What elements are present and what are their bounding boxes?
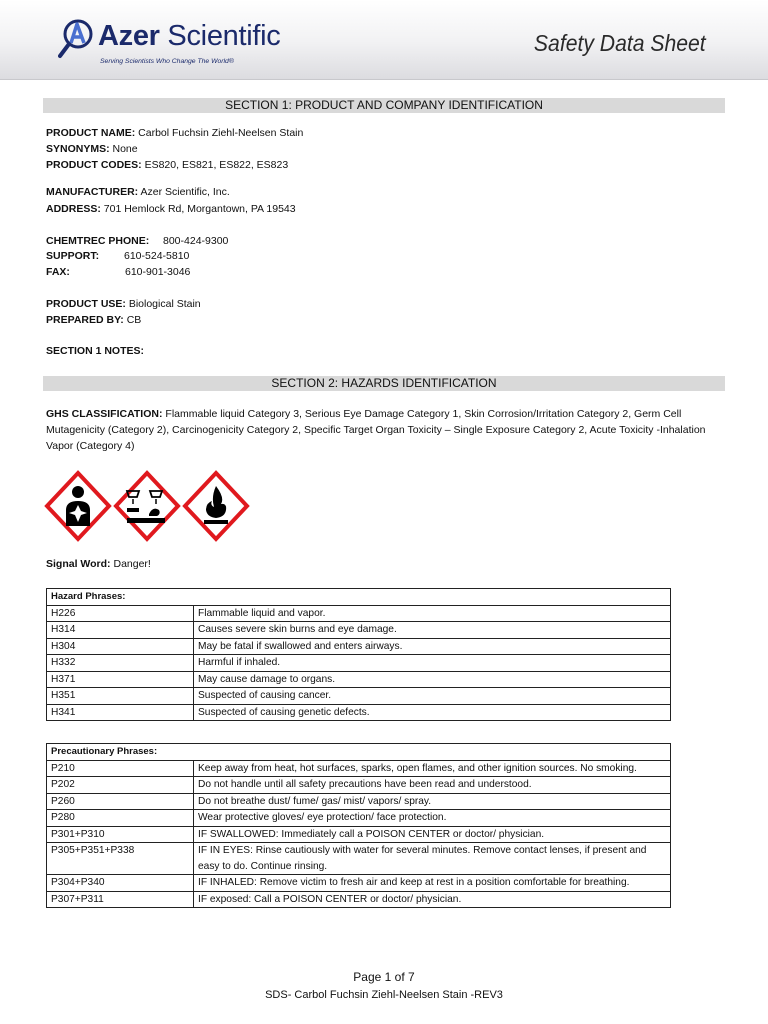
precautionary-phrases-table xyxy=(46,743,671,908)
ghs-classification: GHS CLASSIFICATION: Flammable liquid Category 3, Serious Eye Damage Category 1, Skin Corrosion/Irritation Category 2, Germ Cell Mutagenicity (Category 2), Carcinogenicity Category 2, Specific Target Organ Toxicity – Single Exposure Category 2, Acute Toxicity -Inhalation Vapor (Category 4) xyxy=(46,408,706,452)
prepared-by-field: PREPARED BY: CB xyxy=(46,314,142,326)
table-row xyxy=(47,777,671,794)
brand-name: Azer Scientific xyxy=(98,20,281,52)
table-row xyxy=(47,793,671,810)
phrase-text: IF INHALED: Remove victim to fresh air and keep at rest in a position comfortable for breathing. xyxy=(194,875,671,892)
table-row xyxy=(47,671,671,688)
phrase-text: Wear protective gloves/ eye protection/ face protection. xyxy=(194,810,671,827)
phrase-code: P260 xyxy=(47,793,194,810)
phrase-code: H332 xyxy=(47,655,194,672)
product-name-field: PRODUCT NAME: Carbol Fuchsin Ziehl-Neelsen Stain xyxy=(46,127,304,139)
phrase-text: IF SWALLOWED: Immediately call a POISON CENTER or doctor/ physician. xyxy=(194,826,671,843)
phrase-text: Suspected of causing genetic defects. xyxy=(194,704,671,721)
phrase-code: P304+P340 xyxy=(47,875,194,892)
phrase-code: P280 xyxy=(47,810,194,827)
phrase-code: P301+P310 xyxy=(47,826,194,843)
document-title: Safety Data Sheet xyxy=(534,30,706,56)
table-row xyxy=(47,826,671,843)
precautionary-phrases-header: Precautionary Phrases: xyxy=(47,744,671,761)
section-1-heading: SECTION 1: PRODUCT AND COMPANY IDENTIFICATION xyxy=(43,98,725,113)
table-row xyxy=(47,875,671,892)
table-row xyxy=(47,810,671,827)
table-row xyxy=(47,843,671,875)
page-header xyxy=(0,0,768,80)
hazard-phrases-header: Hazard Phrases: xyxy=(47,589,671,606)
phrase-text: Do not handle until all safety precautions have been read and understood. xyxy=(194,777,671,794)
signal-word: Signal Word: Danger! xyxy=(46,558,151,570)
phrase-text: May cause damage to organs. xyxy=(194,671,671,688)
phrase-code: H304 xyxy=(47,638,194,655)
hazard-phrases-table xyxy=(46,588,671,721)
phrase-code: P305+P351+P338 xyxy=(47,843,194,875)
phrase-text: Flammable liquid and vapor. xyxy=(194,605,671,622)
table-header-row xyxy=(47,589,671,606)
phrase-code: H314 xyxy=(47,622,194,639)
company-logo xyxy=(58,14,288,70)
corrosion-icon xyxy=(116,473,178,539)
section-1-notes: SECTION 1 NOTES: xyxy=(46,345,145,357)
fax-field: FAX: 610-901-3046 xyxy=(46,266,191,278)
flame-icon xyxy=(185,473,247,539)
phrase-code: P307+P311 xyxy=(47,891,194,908)
phrase-code: H226 xyxy=(47,605,194,622)
sds-footer: SDS- Carbol Fuchsin Ziehl-Neelsen Stain -REV3 xyxy=(265,989,503,1001)
table-header-row xyxy=(47,744,671,761)
phrase-code: H341 xyxy=(47,704,194,721)
ghs-pictograms xyxy=(44,470,252,542)
phrase-text: Causes severe skin burns and eye damage. xyxy=(194,622,671,639)
synonyms-field: SYNONYMS: None xyxy=(46,143,138,155)
table-row xyxy=(47,760,671,777)
phrase-code: P202 xyxy=(47,777,194,794)
support-phone-field: SUPPORT: 610-524-5810 xyxy=(46,250,190,262)
manufacturer-field: MANUFACTURER: Azer Scientific, Inc. xyxy=(46,186,230,198)
phrase-text: IF IN EYES: Rinse cautiously with water for several minutes. Remove contact lenses, if present and easy to do. Continue rinsing. xyxy=(194,843,671,875)
phrase-text: Suspected of causing cancer. xyxy=(194,688,671,705)
table-row xyxy=(47,704,671,721)
phrase-text: Do not breathe dust/ fume/ gas/ mist/ vapors/ spray. xyxy=(194,793,671,810)
table-row xyxy=(47,622,671,639)
phrase-code: H351 xyxy=(47,688,194,705)
brand-tagline: Serving Scientists Who Change The World® xyxy=(100,58,234,65)
magnifier-logo-icon xyxy=(58,16,102,60)
phrase-text: Keep away from heat, hot surfaces, sparks, open flames, and other ignition sources. No smoking. xyxy=(194,760,671,777)
page-number: Page 1 of 7 xyxy=(353,970,415,984)
section-2-heading: SECTION 2: HAZARDS IDENTIFICATION xyxy=(43,376,725,391)
table-row xyxy=(47,655,671,672)
phrase-text: IF exposed: Call a POISON CENTER or doctor/ physician. xyxy=(194,891,671,908)
phrase-code: P210 xyxy=(47,760,194,777)
chemtrec-phone-field: CHEMTREC PHONE: 800-424-9300 xyxy=(46,235,229,247)
product-codes-field: PRODUCT CODES: ES820, ES821, ES822, ES823 xyxy=(46,159,289,171)
product-use-field: PRODUCT USE: Biological Stain xyxy=(46,298,201,310)
phrase-text: May be fatal if swallowed and enters airways. xyxy=(194,638,671,655)
phrase-text: Harmful if inhaled. xyxy=(194,655,671,672)
address-field: ADDRESS: 701 Hemlock Rd, Morgantown, PA 19543 xyxy=(46,203,296,215)
table-row xyxy=(47,688,671,705)
table-row xyxy=(47,638,671,655)
table-row xyxy=(47,605,671,622)
phrase-code: H371 xyxy=(47,671,194,688)
table-row xyxy=(47,891,671,908)
health-hazard-icon xyxy=(47,473,109,539)
